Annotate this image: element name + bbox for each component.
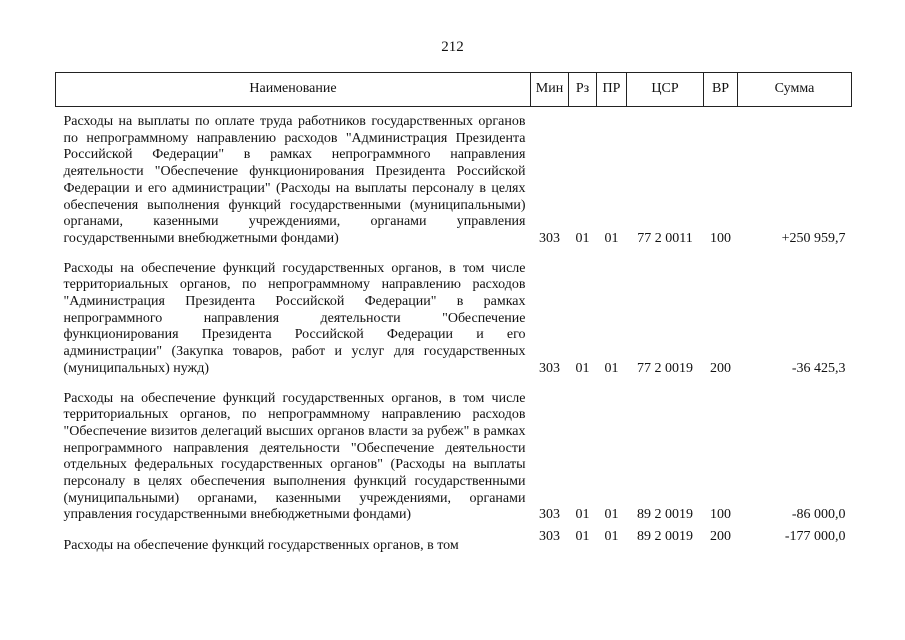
- header-pr: ПР: [597, 73, 627, 107]
- header-vr: ВР: [704, 73, 738, 107]
- row-min: 303: [539, 230, 560, 246]
- row-csr: 77 2 0011: [637, 230, 693, 246]
- row-sum: -36 425,3: [791, 360, 846, 376]
- row-vr: 200: [710, 529, 731, 545]
- row-min: 303: [539, 507, 560, 523]
- table-row: [56, 107, 852, 248]
- row-rz: 01: [575, 230, 590, 246]
- row-csr: 89 2 0019: [637, 529, 693, 545]
- table-row: [56, 524, 852, 555]
- row-sum: -177 000,0: [784, 529, 846, 545]
- row-vr: 100: [710, 230, 731, 246]
- row-rz: 01: [575, 529, 590, 545]
- budget-table: [55, 72, 852, 555]
- row-csr: 77 2 0019: [637, 360, 693, 376]
- table-header-row: [56, 73, 852, 107]
- header-name: Наименование: [56, 73, 531, 107]
- row-vr: 100: [710, 507, 731, 523]
- header-rz: Рз: [569, 73, 597, 107]
- row-sum: +250 959,7: [781, 230, 846, 246]
- row-sum: -86 000,0: [791, 507, 846, 523]
- row-min: 303: [539, 360, 560, 376]
- row-name: Расходы на обеспечение функций государственных органов, в том числе территориальных органов, по непрограммному направлению расходов "Администрация Президента Российской Федерации" в рамках непрограммного направления деятельности "Обеспечение функционирования Президента Российской Федерации и его администрации" (Закупка товаров, работ и услуг для государственных (муниципальных) нужд): [63, 260, 526, 376]
- row-rz: 01: [575, 360, 590, 376]
- row-pr: 01: [604, 230, 619, 246]
- row-name: Расходы на обеспечение функций государственных органов, в том: [63, 538, 459, 554]
- header-min: Мин: [531, 73, 569, 107]
- row-pr: 01: [604, 529, 619, 545]
- header-csr: ЦСР: [627, 73, 704, 107]
- header-sum: Сумма: [738, 73, 852, 107]
- row-rz: 01: [575, 507, 590, 523]
- page-number: 212: [441, 39, 464, 55]
- row-pr: 01: [604, 507, 619, 523]
- row-min: 303: [539, 529, 560, 545]
- row-name: Расходы на обеспечение функций государственных органов, в том числе территориальных органов, по непрограммному направлению расходов "Обеспечение визитов делегаций высших органов власти за рубеж" в рамках непрограммного направления деятельности "Обеспечение деятельности отдельных федеральных государственных органов" (Расходы на выплаты персоналу в целях обеспечения выполнения функций государственными (муниципальными) органами, казенными учреждениями, органами управления государственными внебюджетными фондами): [63, 390, 526, 523]
- row-name: Расходы на выплаты по оплате труда работников государственных органов по непрограммному направлению расходов "Администрация Президента Российской Федерации" в рамках непрограммного направления деятельности "Обеспечение функционирования Президента Российской Федерации и его администрации" (Расходы на выплаты персоналу в целях обеспечения выполнения функций государственными (муниципальными) органами, казенными учреждениями, органами управления государственными внебюджетными фондами): [63, 114, 526, 246]
- row-vr: 200: [710, 360, 731, 376]
- table-row: [56, 248, 852, 378]
- row-pr: 01: [604, 360, 619, 376]
- table-row: [56, 378, 852, 525]
- row-csr: 89 2 0019: [637, 507, 693, 523]
